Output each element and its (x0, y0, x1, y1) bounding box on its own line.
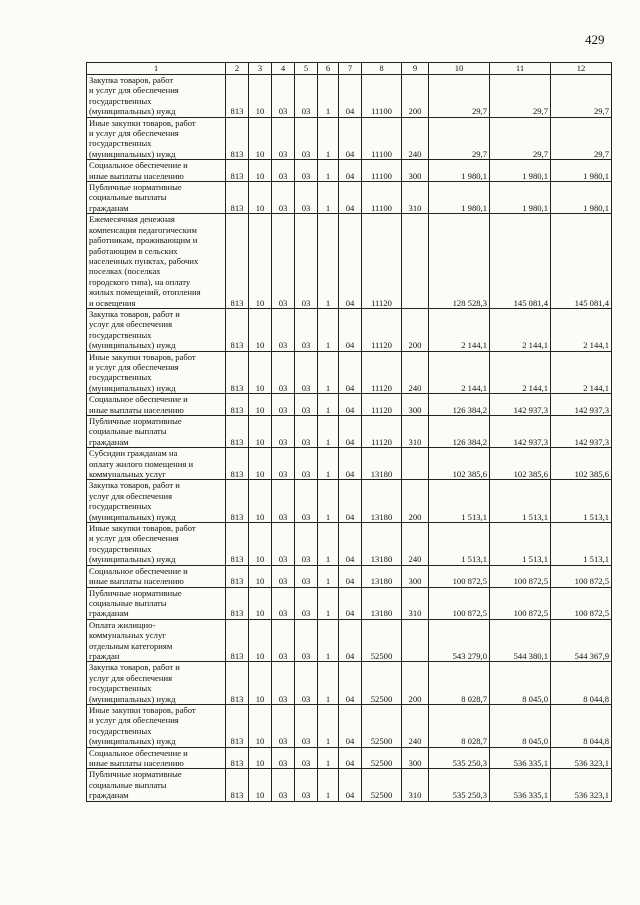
program-code: 03 (295, 182, 318, 214)
expense-type-code: 200 (402, 480, 429, 523)
ministry-code: 813 (226, 308, 249, 351)
ministry-code: 813 (226, 587, 249, 619)
expense-type-code: 200 (402, 662, 429, 705)
col-header: 1 (87, 63, 226, 75)
table-row (87, 214, 612, 309)
table-row (87, 448, 612, 480)
main-event-code: 04 (339, 480, 362, 523)
section-code: 10 (249, 587, 272, 619)
section-code: 10 (249, 480, 272, 523)
table-row (87, 182, 612, 214)
amount-year-2: 2 144,1 (490, 308, 551, 351)
subsection-code: 03 (272, 214, 295, 309)
table-row (87, 160, 612, 182)
ministry-code: 813 (226, 117, 249, 160)
direction-code: 13180 (362, 587, 402, 619)
subprogram-code: 1 (318, 747, 339, 769)
ministry-code: 813 (226, 160, 249, 182)
section-code: 10 (249, 769, 272, 801)
amount-year-2: 142 937,3 (490, 416, 551, 448)
amount-year-2: 145 081,4 (490, 214, 551, 309)
amount-year-2: 1 513,1 (490, 523, 551, 566)
direction-code: 13180 (362, 480, 402, 523)
amount-year-1: 1 513,1 (429, 523, 490, 566)
expense-type-code: 310 (402, 587, 429, 619)
ministry-code: 813 (226, 523, 249, 566)
col-header: 12 (551, 63, 612, 75)
amount-year-1: 2 144,1 (429, 351, 490, 394)
program-code: 03 (295, 117, 318, 160)
header-row (87, 63, 612, 75)
amount-year-3: 1 513,1 (551, 523, 612, 566)
section-code: 10 (249, 619, 272, 662)
expense-type-code: 240 (402, 351, 429, 394)
ministry-code: 813 (226, 448, 249, 480)
direction-code: 52500 (362, 769, 402, 801)
direction-code: 13180 (362, 565, 402, 587)
amount-year-3: 536 323,1 (551, 769, 612, 801)
expense-type-code: 310 (402, 182, 429, 214)
subprogram-code: 1 (318, 182, 339, 214)
amount-year-1: 2 144,1 (429, 308, 490, 351)
subprogram-code: 1 (318, 704, 339, 747)
main-event-code: 04 (339, 117, 362, 160)
amount-year-3: 145 081,4 (551, 214, 612, 309)
main-event-code: 04 (339, 704, 362, 747)
main-event-code: 04 (339, 416, 362, 448)
direction-code: 11120 (362, 351, 402, 394)
amount-year-2: 102 385,6 (490, 448, 551, 480)
subprogram-code: 1 (318, 416, 339, 448)
subprogram-code: 1 (318, 160, 339, 182)
ministry-code: 813 (226, 75, 249, 118)
expense-type-code: 300 (402, 394, 429, 416)
table-row (87, 416, 612, 448)
subsection-code: 03 (272, 769, 295, 801)
expense-type-code: 310 (402, 769, 429, 801)
subprogram-code: 1 (318, 523, 339, 566)
amount-year-1: 128 528,3 (429, 214, 490, 309)
amount-year-2: 1 980,1 (490, 182, 551, 214)
program-code: 03 (295, 523, 318, 566)
amount-year-1: 8 028,7 (429, 662, 490, 705)
section-code: 10 (249, 117, 272, 160)
direction-code: 11100 (362, 182, 402, 214)
row-description: Иные закупки товаров, работ и услуг для обеспечения государственных (муниципальных) нужд (87, 351, 226, 394)
expense-type-code: 300 (402, 160, 429, 182)
amount-year-2: 1 513,1 (490, 480, 551, 523)
main-event-code: 04 (339, 75, 362, 118)
subprogram-code: 1 (318, 394, 339, 416)
subsection-code: 03 (272, 75, 295, 118)
col-header: 5 (295, 63, 318, 75)
main-event-code: 04 (339, 747, 362, 769)
amount-year-1: 8 028,7 (429, 704, 490, 747)
amount-year-1: 1 980,1 (429, 160, 490, 182)
direction-code: 13180 (362, 448, 402, 480)
program-code: 03 (295, 416, 318, 448)
direction-code: 52500 (362, 619, 402, 662)
ministry-code: 813 (226, 480, 249, 523)
amount-year-1: 126 384,2 (429, 394, 490, 416)
amount-year-1: 535 250,3 (429, 769, 490, 801)
program-code: 03 (295, 769, 318, 801)
table-row (87, 587, 612, 619)
table-row (87, 523, 612, 566)
subsection-code: 03 (272, 394, 295, 416)
direction-code: 52500 (362, 662, 402, 705)
amount-year-2: 536 335,1 (490, 747, 551, 769)
program-code: 03 (295, 662, 318, 705)
table-row (87, 704, 612, 747)
program-code: 03 (295, 214, 318, 309)
subsection-code: 03 (272, 587, 295, 619)
subsection-code: 03 (272, 662, 295, 705)
section-code: 10 (249, 448, 272, 480)
main-event-code: 04 (339, 182, 362, 214)
ministry-code: 813 (226, 182, 249, 214)
expense-type-code (402, 448, 429, 480)
subsection-code: 03 (272, 448, 295, 480)
subsection-code: 03 (272, 704, 295, 747)
main-event-code: 04 (339, 587, 362, 619)
main-event-code: 04 (339, 394, 362, 416)
table-row (87, 117, 612, 160)
program-code: 03 (295, 160, 318, 182)
subsection-code: 03 (272, 747, 295, 769)
table-row (87, 619, 612, 662)
table-row (87, 480, 612, 523)
direction-code: 52500 (362, 704, 402, 747)
subsection-code: 03 (272, 351, 295, 394)
amount-year-3: 29,7 (551, 75, 612, 118)
expense-type-code: 240 (402, 523, 429, 566)
row-description: Публичные нормативные социальные выплаты гражданам (87, 416, 226, 448)
subprogram-code: 1 (318, 448, 339, 480)
amount-year-2: 544 380,1 (490, 619, 551, 662)
expense-type-code (402, 619, 429, 662)
amount-year-2: 29,7 (490, 75, 551, 118)
amount-year-1: 100 872,5 (429, 565, 490, 587)
direction-code: 11120 (362, 394, 402, 416)
amount-year-3: 102 385,6 (551, 448, 612, 480)
budget-table (86, 62, 612, 802)
main-event-code: 04 (339, 308, 362, 351)
main-event-code: 04 (339, 523, 362, 566)
ministry-code: 813 (226, 747, 249, 769)
page-number: 429 (585, 32, 605, 47)
table-row (87, 351, 612, 394)
col-header: 3 (249, 63, 272, 75)
row-description: Иные закупки товаров, работ и услуг для обеспечения государственных (муниципальных) нужд (87, 117, 226, 160)
subsection-code: 03 (272, 480, 295, 523)
main-event-code: 04 (339, 214, 362, 309)
direction-code: 11120 (362, 416, 402, 448)
subprogram-code: 1 (318, 308, 339, 351)
amount-year-1: 543 279,0 (429, 619, 490, 662)
ministry-code: 813 (226, 565, 249, 587)
direction-code: 13180 (362, 523, 402, 566)
program-code: 03 (295, 747, 318, 769)
section-code: 10 (249, 565, 272, 587)
ministry-code: 813 (226, 351, 249, 394)
expense-type-code: 300 (402, 747, 429, 769)
amount-year-3: 100 872,5 (551, 587, 612, 619)
direction-code: 11100 (362, 75, 402, 118)
subprogram-code: 1 (318, 351, 339, 394)
expense-type-code: 240 (402, 704, 429, 747)
section-code: 10 (249, 75, 272, 118)
col-header: 8 (362, 63, 402, 75)
expense-type-code: 240 (402, 117, 429, 160)
program-code: 03 (295, 394, 318, 416)
row-description: Субсидии гражданам на оплату жилого помещения и коммунальных услуг (87, 448, 226, 480)
program-code: 03 (295, 565, 318, 587)
amount-year-2: 1 980,1 (490, 160, 551, 182)
row-description: Социальное обеспечение и иные выплаты населению (87, 565, 226, 587)
main-event-code: 04 (339, 565, 362, 587)
section-code: 10 (249, 416, 272, 448)
section-code: 10 (249, 523, 272, 566)
program-code: 03 (295, 351, 318, 394)
amount-year-3: 1 513,1 (551, 480, 612, 523)
amount-year-2: 142 937,3 (490, 394, 551, 416)
col-header: 7 (339, 63, 362, 75)
ministry-code: 813 (226, 619, 249, 662)
amount-year-3: 2 144,1 (551, 308, 612, 351)
program-code: 03 (295, 587, 318, 619)
main-event-code: 04 (339, 160, 362, 182)
table-row (87, 565, 612, 587)
amount-year-2: 2 144,1 (490, 351, 551, 394)
expense-type-code: 200 (402, 75, 429, 118)
ministry-code: 813 (226, 704, 249, 747)
row-description: Публичные нормативные социальные выплаты гражданам (87, 769, 226, 801)
row-description: Ежемесячная денежная компенсация педагогическим работникам, проживающим и работающим в сельских населенных пунктах, рабочих поселках (поселках городского типа), на оплату жилых помещений, отопления и освещения (87, 214, 226, 309)
row-description: Закупка товаров, работ и услуг для обеспечения государственных (муниципальных) нужд (87, 75, 226, 118)
row-description: Социальное обеспечение и иные выплаты населению (87, 160, 226, 182)
expense-type-code: 200 (402, 308, 429, 351)
table-row (87, 308, 612, 351)
amount-year-1: 29,7 (429, 117, 490, 160)
row-description: Публичные нормативные социальные выплаты гражданам (87, 587, 226, 619)
amount-year-3: 142 937,3 (551, 416, 612, 448)
program-code: 03 (295, 704, 318, 747)
main-event-code: 04 (339, 448, 362, 480)
amount-year-3: 142 937,3 (551, 394, 612, 416)
amount-year-1: 102 385,6 (429, 448, 490, 480)
amount-year-1: 535 250,3 (429, 747, 490, 769)
subsection-code: 03 (272, 308, 295, 351)
amount-year-1: 100 872,5 (429, 587, 490, 619)
direction-code: 11120 (362, 308, 402, 351)
amount-year-3: 1 980,1 (551, 182, 612, 214)
program-code: 03 (295, 75, 318, 118)
col-header: 4 (272, 63, 295, 75)
row-description: Закупка товаров, работ и услуг для обеспечения государственных (муниципальных) нужд (87, 662, 226, 705)
amount-year-2: 8 045,0 (490, 662, 551, 705)
expense-type-code: 300 (402, 565, 429, 587)
main-event-code: 04 (339, 662, 362, 705)
col-header: 6 (318, 63, 339, 75)
row-description: Социальное обеспечение и иные выплаты населению (87, 394, 226, 416)
row-description: Социальное обеспечение и иные выплаты населению (87, 747, 226, 769)
amount-year-3: 536 323,1 (551, 747, 612, 769)
section-code: 10 (249, 662, 272, 705)
subsection-code: 03 (272, 619, 295, 662)
main-event-code: 04 (339, 619, 362, 662)
amount-year-3: 8 044,8 (551, 704, 612, 747)
subsection-code: 03 (272, 182, 295, 214)
amount-year-2: 100 872,5 (490, 565, 551, 587)
amount-year-1: 29,7 (429, 75, 490, 118)
row-description: Закупка товаров, работ и услуг для обеспечения государственных (муниципальных) нужд (87, 308, 226, 351)
subprogram-code: 1 (318, 769, 339, 801)
subprogram-code: 1 (318, 587, 339, 619)
subsection-code: 03 (272, 565, 295, 587)
amount-year-2: 536 335,1 (490, 769, 551, 801)
program-code: 03 (295, 448, 318, 480)
ministry-code: 813 (226, 769, 249, 801)
direction-code: 11120 (362, 214, 402, 309)
amount-year-3: 1 980,1 (551, 160, 612, 182)
table-row (87, 747, 612, 769)
section-code: 10 (249, 394, 272, 416)
direction-code: 11100 (362, 160, 402, 182)
table-row (87, 769, 612, 801)
ministry-code: 813 (226, 394, 249, 416)
subprogram-code: 1 (318, 480, 339, 523)
section-code: 10 (249, 351, 272, 394)
amount-year-1: 1 513,1 (429, 480, 490, 523)
ministry-code: 813 (226, 214, 249, 309)
section-code: 10 (249, 308, 272, 351)
row-description: Иные закупки товаров, работ и услуг для обеспечения государственных (муниципальных) нужд (87, 523, 226, 566)
main-event-code: 04 (339, 351, 362, 394)
subprogram-code: 1 (318, 75, 339, 118)
table-row (87, 75, 612, 118)
subprogram-code: 1 (318, 214, 339, 309)
direction-code: 11100 (362, 117, 402, 160)
amount-year-3: 8 044,8 (551, 662, 612, 705)
col-header: 10 (429, 63, 490, 75)
amount-year-3: 100 872,5 (551, 565, 612, 587)
subsection-code: 03 (272, 160, 295, 182)
subsection-code: 03 (272, 117, 295, 160)
row-description: Закупка товаров, работ и услуг для обеспечения государственных (муниципальных) нужд (87, 480, 226, 523)
direction-code: 52500 (362, 747, 402, 769)
table-row (87, 662, 612, 705)
row-description: Иные закупки товаров, работ и услуг для обеспечения государственных (муниципальных) нужд (87, 704, 226, 747)
col-header: 11 (490, 63, 551, 75)
row-description: Публичные нормативные социальные выплаты гражданам (87, 182, 226, 214)
ministry-code: 813 (226, 416, 249, 448)
subprogram-code: 1 (318, 619, 339, 662)
table-row (87, 394, 612, 416)
subsection-code: 03 (272, 416, 295, 448)
col-header: 2 (226, 63, 249, 75)
section-code: 10 (249, 214, 272, 309)
program-code: 03 (295, 480, 318, 523)
amount-year-3: 29,7 (551, 117, 612, 160)
program-code: 03 (295, 308, 318, 351)
amount-year-2: 8 045,0 (490, 704, 551, 747)
main-event-code: 04 (339, 769, 362, 801)
subsection-code: 03 (272, 523, 295, 566)
section-code: 10 (249, 747, 272, 769)
amount-year-3: 544 367,9 (551, 619, 612, 662)
expense-type-code (402, 214, 429, 309)
amount-year-2: 29,7 (490, 117, 551, 160)
section-code: 10 (249, 704, 272, 747)
program-code: 03 (295, 619, 318, 662)
col-header: 9 (402, 63, 429, 75)
subprogram-code: 1 (318, 117, 339, 160)
subprogram-code: 1 (318, 565, 339, 587)
amount-year-2: 100 872,5 (490, 587, 551, 619)
ministry-code: 813 (226, 662, 249, 705)
section-code: 10 (249, 182, 272, 214)
section-code: 10 (249, 160, 272, 182)
expense-type-code: 310 (402, 416, 429, 448)
amount-year-3: 2 144,1 (551, 351, 612, 394)
row-description: Оплата жилищно- коммунальных услуг отдельным категориям граждан (87, 619, 226, 662)
amount-year-1: 126 384,2 (429, 416, 490, 448)
amount-year-1: 1 980,1 (429, 182, 490, 214)
subprogram-code: 1 (318, 662, 339, 705)
